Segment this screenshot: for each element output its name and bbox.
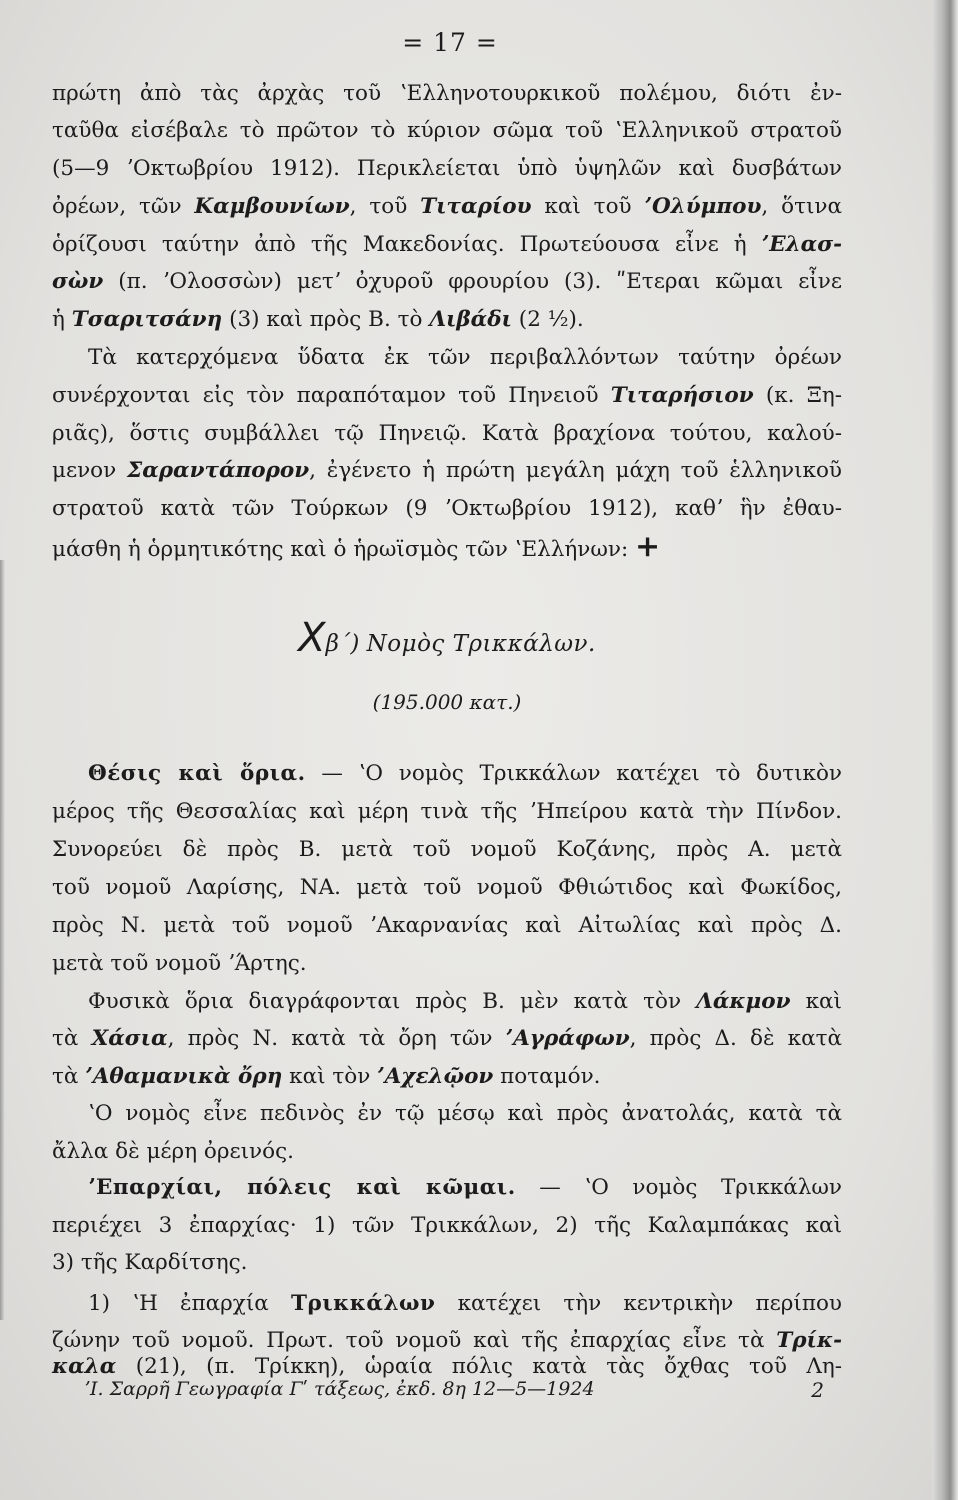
page-edge-shadow — [932, 0, 958, 1500]
text-line: μάσθη ἡ ὁρμητικότης καὶ ὁ ἡρωϊσμὸς τῶν ʽΕλλήνων: + — [52, 529, 661, 564]
text-line: ἡ Τσαριτσάνη (3) καὶ πρὸς Β. τὸ Λιβάδι (2 ½). — [52, 307, 584, 332]
text-line: τοῦ νομοῦ Λαρίσης, ΝΑ. μετὰ τοῦ νομοῦ Φθιώτιδος καὶ Φωκίδος, — [52, 875, 842, 900]
text-line: ζώνην τοῦ νομοῦ. Πρωτ. τοῦ νομοῦ καὶ τῆς ἐπαρχίας εἶνε τὰ Τρίκ- — [52, 1328, 842, 1353]
text-line: τὰ Χάσια, πρὸς Ν. κατὰ τὰ ὄρη τῶν ʼΑγράφων, πρὸς Δ. δὲ κατὰ — [52, 1026, 842, 1051]
text-line: στρατοῦ κατὰ τῶν Τούρκων (9 ʼΟκτωβρίου 1912), καθʼ ἣν ἐθαυ- — [52, 496, 842, 521]
text-line: Φυσικὰ ὅρια διαγράφονται πρὸς Β. μὲν κατὰ τὸν Λάκμον καὶ — [88, 989, 842, 1014]
text-line: σὼν (π. ʼΟλοσσὼν) μετʼ ὀχυροῦ φρουρίου (3). ʺΕτεραι κῶμαι εἶνε — [52, 269, 842, 294]
text-line: Συνορεύει δὲ πρὸς Β. μετὰ τοῦ νομοῦ Κοζάνης, πρὸς Α. μετὰ — [52, 837, 842, 862]
footer-text: ʼΙ. Σαρρῆ Γεωγραφία Γʹ τάξεως, ἐκδ. 8η 12—5—1924 — [84, 1378, 595, 1400]
text-line: 3) τῆς Καρδίτσης. — [52, 1250, 248, 1275]
footer-signature — [84, 1378, 824, 1400]
subheading: ʼΕπαρχίαι, πόλεις καὶ κῶμαι. — [88, 1175, 516, 1200]
text-line: Θέσις καὶ ὅρια. — ʽΟ νομὸς Τρικκάλων κατέχει τὸ δυτικὸν — [88, 761, 842, 786]
text-line: (5—9 ʼΟκτωβρίου 1912). Περικλείεται ὑπὸ ὑψηλῶν καὶ δυσβάτων — [52, 156, 842, 181]
text-line: ʽΟ νομὸς εἶνε πεδινὸς ἐν τῷ μέσῳ καὶ πρὸς ἀνατολάς, κατὰ τὰ — [88, 1101, 842, 1126]
text-line: μετὰ τοῦ νομοῦ ʼΆρτης. — [52, 951, 307, 976]
signature-number: 2 — [811, 1378, 824, 1402]
text-line: συνέρχονται εἰς τὸν παραπόταμον τοῦ Πηνειοῦ Τιταρήσιον (κ. Ξη- — [52, 383, 842, 408]
text-line: πρώτη ἀπὸ τὰς ἀρχὰς τοῦ ʽΕλληνοτουρκικοῦ πολέμου, διότι ἐν- — [52, 81, 842, 106]
handwritten-cross-mark: + — [635, 529, 661, 564]
handwritten-x-mark: X — [298, 615, 326, 661]
text-line: ταῦθα εἰσέβαλε τὸ πρῶτον τὸ κύριον σῶμα τοῦ ʽΕλληνικοῦ στρατοῦ — [52, 118, 842, 143]
text-line: 1) ʽΗ ἐπαρχία Τρικκάλων κατέχει τὴν κεντρικὴν περίπου — [88, 1291, 843, 1316]
text-line: πρὸς Ν. μετὰ τοῦ νομοῦ ʼΑκαρνανίας καὶ Αἰτωλίας καὶ πρὸς Δ. — [52, 913, 842, 938]
text-line: ὀρέων, τῶν Καμβουνίων, τοῦ Τιταρίου καὶ τοῦ ʼΟλύμπου, ὅτινα — [52, 194, 842, 219]
text-line: ἄλλα δὲ μέρη ὀρεινός. — [52, 1139, 294, 1164]
text-line: περιέχει 3 ἐπαρχίας· 1) τῶν Τρικκάλων, 2) τῆς Καλαμπάκας καὶ — [52, 1213, 842, 1238]
subheading: Θέσις καὶ ὅρια. — [88, 761, 306, 786]
text-line: ριᾶς), ὅστις συμβάλλει τῷ Πηνειῷ. Κατὰ βραχίονα τούτου, καλού- — [52, 421, 842, 446]
text-line: Τὰ κατερχόμενα ὕδατα ἐκ τῶν περιβαλλόντων ταύτην ὀρέων — [88, 345, 842, 370]
section-heading: Xβ΄) Νομὸς Τρικκάλων. — [298, 615, 596, 661]
text-line: μέρος τῆς Θεσσαλίας καὶ μέρη τινὰ τῆς ʼΗπείρου κατὰ τὴν Πίνδον. — [52, 799, 842, 824]
text-line: ʼΕπαρχίαι, πόλεις καὶ κῶμαι. — ʽΟ νομὸς Τρικκάλων — [88, 1175, 842, 1200]
text-line: ὁρίζουσι ταύτην ἀπὸ τῆς Μακεδονίας. Πρωτεύουσα εἶνε ἡ ʼΕλασ- — [52, 232, 842, 257]
text-line: τὰ ʼΑθαμανικὰ ὄρη καὶ τὸν ʼΑχελῷον ποταμόν. — [52, 1064, 601, 1089]
section-population: (195.000 κατ.) — [372, 690, 522, 714]
page-number: = 17 = — [402, 28, 498, 57]
text-line: καλα (21), (π. Τρίκκη), ὡραία πόλις κατὰ τὰς ὄχθας τοῦ Λη- — [52, 1354, 842, 1379]
page-binding-shadow — [0, 560, 5, 1320]
text-line: μενον Σαραντάπορον, ἐγένετο ἡ πρώτη μεγάλη μάχη τοῦ ἑλληνικοῦ — [52, 458, 843, 483]
